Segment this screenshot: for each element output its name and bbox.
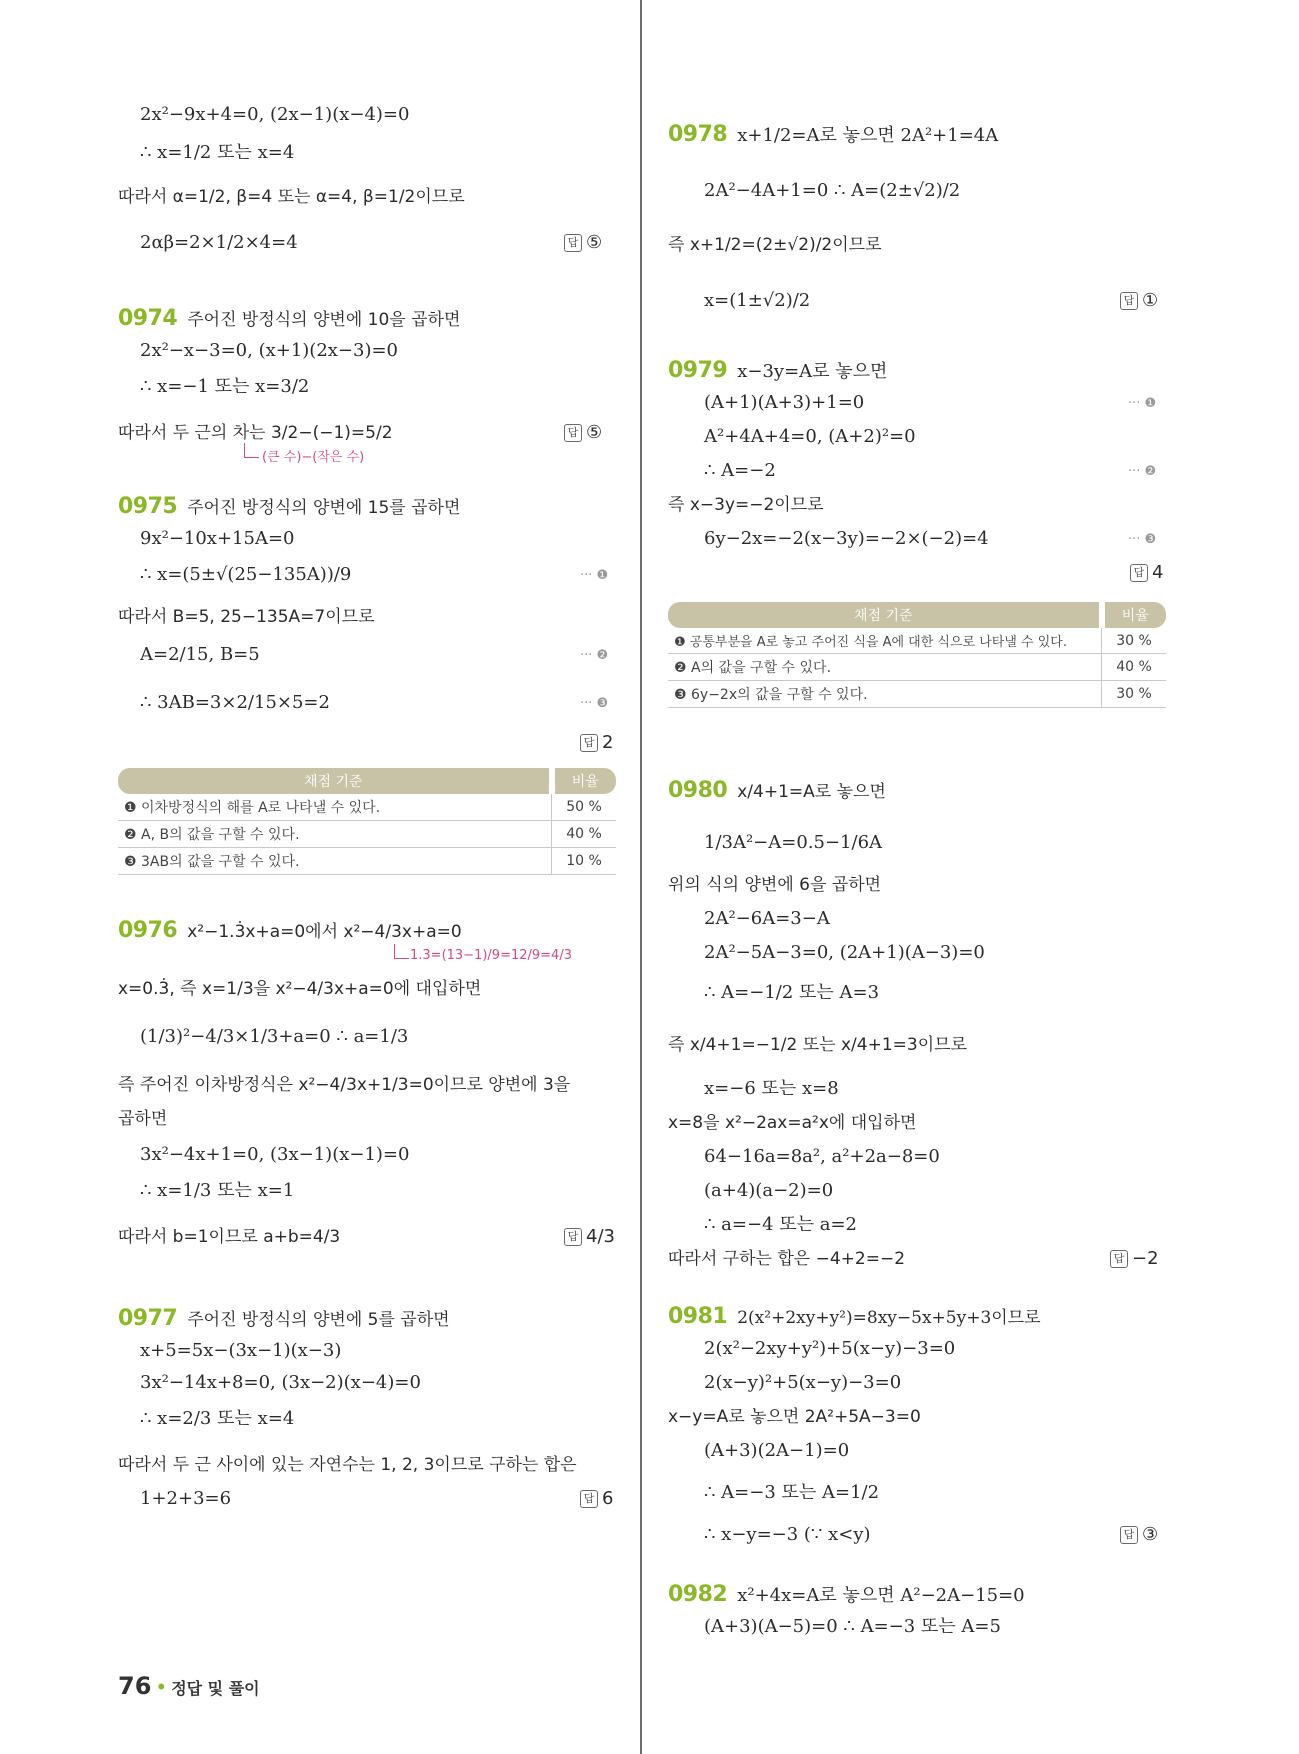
problem-0981: 0981 2(x²+2xy+y²)=8xy−5x+5y+3이므로 [668,1304,1041,1329]
solution-line: (A+3)(2A−1)=0 [704,1440,850,1461]
table-header: 비율 [1102,602,1167,628]
solution-line: (A+1)(A+3)+1=0 [704,392,865,413]
solution-line: 곱하면 [118,1109,168,1129]
problem-0977: 0977 주어진 방정식의 양변에 5를 곱하면 [118,1306,450,1331]
problem-number: 0978 [668,122,728,147]
solution-line: x=−6 또는 x=8 [704,1078,839,1099]
answer-icon: 답 [580,734,598,752]
solution-line: 2A²−4A+1=0 ∴ A=(2±√2)/2 [704,180,961,201]
solution-line: ∴ A=−1/2 또는 A=3 [704,982,880,1003]
table-row [668,681,1166,708]
solution-line: 따라서 B=5, 25−135A=7이므로 [118,607,375,627]
problem-0979: 0979 x−3y=A로 놓으면 [668,358,888,383]
page-footer [118,1672,260,1700]
problem-0976: 0976 x²−1.3̇x+a=0에서 x²−4/3x+a=0 [118,918,462,943]
solution-line: ∴ A=−3 또는 A=1/2 [704,1482,880,1503]
table-row [668,654,1166,681]
answer-mark: 답 2 [580,730,613,756]
solution-line: 1+2+3=6 [140,1488,232,1509]
solution-line: 따라서 두 근의 차는 3/2−(−1)=5/2 [118,423,393,443]
answer-mark: 답 ③ [1120,1522,1158,1548]
page-number: 76 [118,1672,152,1700]
table-cell: 30 % [1102,681,1167,708]
table-header: 채점 기준 [118,768,552,794]
solution-line: 2x²−x−3=0, (x+1)(2x−3)=0 [140,340,399,361]
table-row [118,821,616,848]
solution-line: 2(x−y)²+5(x−y)−3=0 [704,1372,902,1393]
step-marker: ··· ❷ [580,648,609,663]
table-cell: ❶ 이차방정식의 해를 A로 나타낼 수 있다. [118,794,552,821]
solution-line: (a+4)(a−2)=0 [704,1180,834,1201]
solution-line: ∴ x=1/2 또는 x=4 [140,142,295,163]
solution-line: 3x²−4x+1=0, (3x−1)(x−1)=0 [140,1144,410,1165]
problem-number: 0982 [668,1582,728,1607]
answer-mark: 답 ① [1120,288,1158,314]
solution-line: ∴ 3AB=3×2/15×5=2 [140,692,330,713]
solution-line: 즉 주어진 이차방정식은 x²−4/3x+1/3=0이므로 양변에 3을 [118,1075,571,1095]
section-label: 정답 및 풀이 [171,1679,260,1698]
annotation-bracket [394,944,409,959]
solution-line: x−y=A로 놓으면 2A²+5A−3=0 [668,1407,921,1427]
step-marker: ··· ❶ [1128,396,1157,411]
problem-0978: 0978 x+1/2=A로 놓으면 2A²+1=4A [668,122,999,147]
table-row [118,848,616,875]
step-marker: ··· ❷ [1128,464,1157,479]
annotation-note: 1.3̇=(13−1)/9=12/9=4/3 [410,948,572,963]
solution-line: (1/3)²−4/3×1/3+a=0 ∴ a=1/3 [140,1026,409,1047]
problem-0974: 0974 주어진 방정식의 양변에 10을 곱하면 [118,306,461,331]
problem-number: 0974 [118,306,178,331]
solution-line: x+5=5x−(3x−1)(x−3) [140,1340,342,1361]
answer-icon: 답 [564,424,582,442]
problem-0980: 0980 x/4+1=A로 놓으면 [668,778,886,803]
table-cell: 10 % [552,848,617,875]
table-cell: 50 % [552,794,617,821]
answer-mark: 답 4/3 [564,1224,615,1250]
column-divider [640,0,642,1754]
answer-mark: 답 6 [580,1486,613,1512]
solution-line: 9x²−10x+15A=0 [140,528,295,549]
solution-line: 즉 x/4+1=−1/2 또는 x/4+1=3이므로 [668,1035,967,1055]
step-marker: ··· ❸ [580,696,609,711]
answer-icon: 답 [1130,564,1148,582]
footer-separator: • [155,1675,168,1699]
solution-line: x=(1±√2)/2 [704,290,811,311]
problem-0982: 0982 x²+4x=A로 놓으면 A²−2A−15=0 [668,1582,1025,1607]
solution-line: ∴ x=−1 또는 x=3/2 [140,376,310,397]
solution-line: 즉 x−3y=−2이므로 [668,495,824,515]
solution-line: A=2/15, B=5 [140,644,260,665]
table-cell: 40 % [1102,654,1167,681]
answer-icon: 답 [1120,1526,1138,1544]
solution-line: 따라서 구하는 합은 −4+2=−2 [668,1249,906,1269]
table-cell: 40 % [552,821,617,848]
solution-line: x=0.3̇, 즉 x=1/3을 x²−4/3x+a=0에 대입하면 [118,979,482,999]
table-cell: ❷ A의 값을 구할 수 있다. [668,654,1102,681]
problem-number: 0976 [118,918,178,943]
annotation-note: (큰 수)−(작은 수) [262,450,365,465]
solution-line: ∴ x−y=−3 (∵ x<y) [704,1524,871,1545]
solution-line: 따라서 b=1이므로 a+b=4/3 [118,1227,341,1247]
answer-icon: 답 [580,1490,598,1508]
table-header: 채점 기준 [668,602,1102,628]
answer-icon: 답 [564,1228,582,1246]
solution-line: ∴ x=(5±√(25−135A))/9 [140,564,352,585]
solution-line: 1/3A²−A=0.5−1/6A [704,832,883,853]
answer-icon: 답 [564,234,582,252]
step-marker: ··· ❸ [1128,532,1157,547]
solution-line: 2A²−5A−3=0, (2A+1)(A−3)=0 [704,942,985,963]
solution-line: 2A²−6A=3−A [704,908,830,929]
problem-number: 0980 [668,778,728,803]
table-row [118,794,616,821]
problem-0975: 0975 주어진 방정식의 양변에 15를 곱하면 [118,494,461,519]
problem-number: 0981 [668,1304,728,1329]
problem-number: 0975 [118,494,178,519]
solution-line: ∴ x=2/3 또는 x=4 [140,1408,295,1429]
table-cell: ❷ A, B의 값을 구할 수 있다. [118,821,552,848]
table-cell: 30 % [1102,628,1167,654]
solution-line: 2αβ=2×1/2×4=4 [140,232,298,253]
table-cell: ❶ 공통부분을 A로 놓고 주어진 식을 A에 대한 식으로 나타낼 수 있다. [668,628,1102,654]
solution-line: A²+4A+4=0, (A+2)²=0 [704,426,916,447]
solution-line: 6y−2x=−2(x−3y)=−2×(−2)=4 [704,528,989,549]
solution-line: 64−16a=8a², a²+2a−8=0 [704,1146,940,1167]
solution-line: 즉 x+1/2=(2±√2)/2이므로 [668,235,882,255]
answer-mark: 답 −2 [1110,1246,1159,1272]
solution-line: 2x²−9x+4=0, (2x−1)(x−4)=0 [140,104,410,125]
annotation-bracket [244,443,259,458]
answer-mark: 답 ⑤ [564,230,602,256]
scoring-table [668,602,1166,708]
solution-line: (A+3)(A−5)=0 ∴ A=−3 또는 A=5 [704,1616,1001,1637]
solution-line: 2(x²−2xy+y²)+5(x−y)−3=0 [704,1338,956,1359]
answer-mark: 답 4 [1130,560,1163,586]
answer-icon: 답 [1110,1250,1128,1268]
step-marker: ··· ❶ [580,568,609,583]
answer-icon: 답 [1120,292,1138,310]
solution-line: ∴ x=1/3 또는 x=1 [140,1180,295,1201]
problem-number: 0979 [668,358,728,383]
solution-line: ∴ a=−4 또는 a=2 [704,1214,858,1235]
problem-number: 0977 [118,1306,178,1331]
solution-line: 3x²−14x+8=0, (3x−2)(x−4)=0 [140,1372,421,1393]
solution-line: 따라서 α=1/2, β=4 또는 α=4, β=1/2이므로 [118,187,465,207]
solution-line: ∴ A=−2 [704,460,776,481]
solution-line: 따라서 두 근 사이에 있는 자연수는 1, 2, 3이므로 구하는 합은 [118,1455,577,1475]
table-header: 비율 [552,768,617,794]
scoring-table [118,768,616,875]
table-row [668,628,1166,654]
answer-mark: 답 ⑤ [564,420,602,446]
solution-line: 위의 식의 양변에 6을 곱하면 [668,875,882,895]
solution-line: x=8을 x²−2ax=a²x에 대입하면 [668,1113,917,1133]
table-cell: ❸ 6y−2x의 값을 구할 수 있다. [668,681,1102,708]
table-cell: ❸ 3AB의 값을 구할 수 있다. [118,848,552,875]
